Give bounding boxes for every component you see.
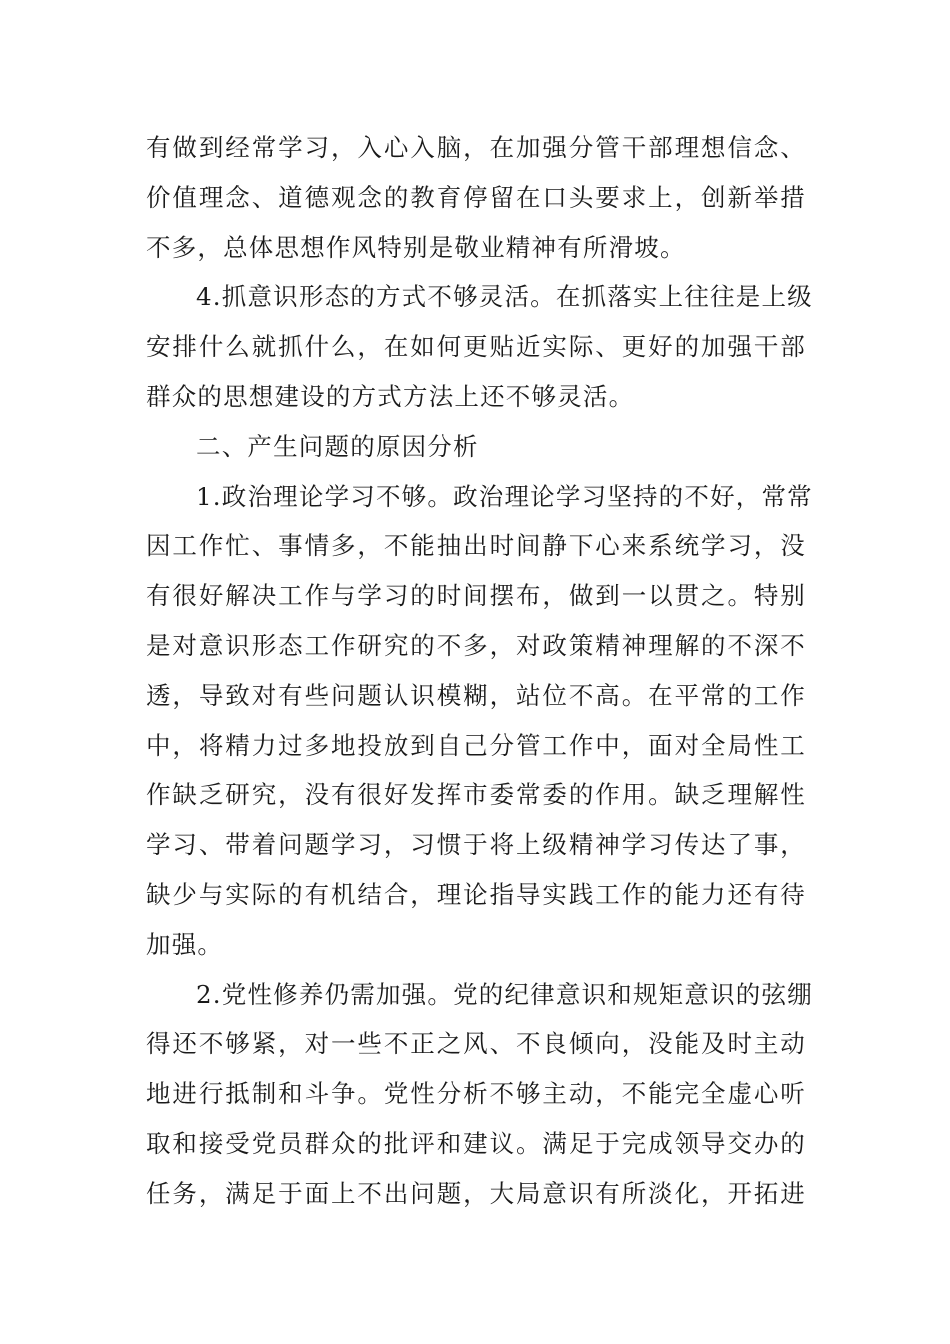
paragraph-start-line: 2.党性修养仍需加强。党的纪律意识和规矩意识的弦绷 — [196, 979, 813, 1009]
text-line: 中，将精力过多地投放到自己分管工作中，面对全局性工 — [146, 730, 806, 760]
text-line: 不多，总体思想作风特别是敬业精神有所滑坡。 — [146, 232, 686, 262]
text-line: 加强。 — [146, 929, 224, 959]
text-line: 群众的思想建设的方式方法上还不够灵活。 — [146, 381, 635, 411]
text-line: 取和接受党员群众的批评和建议。满足于完成领导交办的 — [146, 1128, 806, 1158]
paragraph-start-line: 1.政治理论学习不够。政治理论学习坚持的不好，常常 — [196, 481, 813, 511]
text-line: 安排什么就抓什么，在如何更贴近实际、更好的加强干部 — [146, 332, 806, 362]
section-heading: 二、产生问题的原因分析 — [196, 431, 479, 461]
paragraph-start-line: 4.抓意识形态的方式不够灵活。在抓落实上往往是上级 — [196, 282, 813, 312]
text-line: 学习、带着问题学习，习惯于将上级精神学习传达了事， — [146, 830, 806, 860]
text-line: 作缺乏研究，没有很好发挥市委常委的作用。缺乏理解性 — [146, 780, 806, 810]
text-line: 缺少与实际的有机结合，理论指导实践工作的能力还有待 — [146, 879, 806, 909]
text-line: 地进行抵制和斗争。党性分析不够主动，不能完全虚心听 — [146, 1079, 806, 1109]
text-line: 因工作忙、事情多，不能抽出时间静下心来系统学习，没 — [146, 531, 806, 561]
text-line: 是对意识形态工作研究的不多，对政策精神理解的不深不 — [146, 630, 806, 660]
text-line: 任务，满足于面上不出问题，大局意识有所淡化，开拓进 — [146, 1178, 806, 1208]
text-line: 得还不够紧，对一些不正之风、不良倾向，没能及时主动 — [146, 1029, 806, 1059]
text-line: 透，导致对有些问题认识模糊，站位不高。在平常的工作 — [146, 680, 806, 710]
document-body — [146, 123, 813, 1219]
text-line: 价值理念、道德观念的教育停留在口头要求上，创新举措 — [146, 182, 806, 212]
text-line: 有做到经常学习，入心入脑，在加强分管干部理想信念、 — [146, 133, 806, 162]
text-line: 有很好解决工作与学习的时间摆布，做到一以贯之。特别 — [146, 581, 806, 611]
